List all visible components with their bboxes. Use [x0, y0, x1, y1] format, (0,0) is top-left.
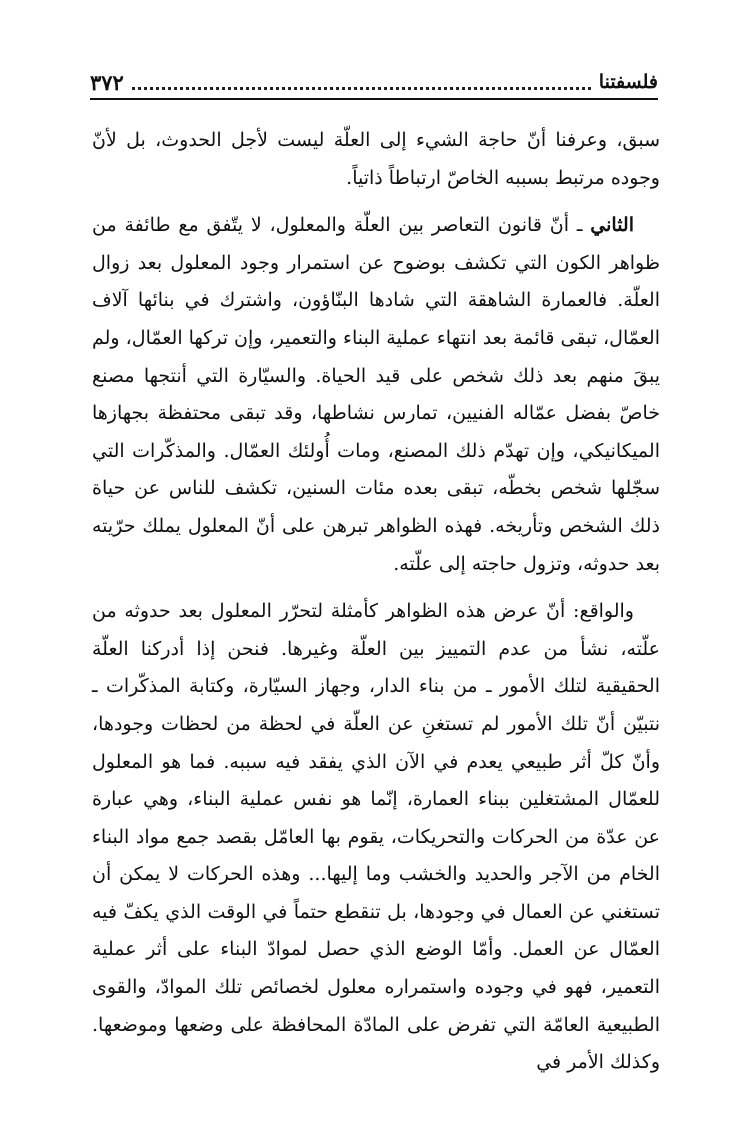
running-header — [90, 66, 658, 100]
paragraph-text: ـ أنّ قانون التعاصر بين العلّة والمعلول، لا يتّفق مع طائفة من ظواهر الكون التي تكشف بوضوح عن استمرار وجود المعلول بعد زوال العلّة. فالعمارة الشاهقة التي شادها البنّاؤون، واشترك في بنائها آلاف العمّال، تبقى قائمة بعد انتهاء عملية البناء والتعمير، وإن تركها العمّال، ولم يبقَ منهم بعد ذلك شخص على قيد الحياة. والسيّارة التي أنتجها مصنع خاصّ بفضل عمّاله الفنيين، تمارس نشاطها، وقد تبقى محتفظة بجهازها الميكانيكي، وإن تهدّم ذلك المصنع، ومات أُولئك العمّال. والمذكّرات التي سجّلها شخص بخطّه، تبقى بعده مئات السنين، تكشف للناس عن حياة ذلك الشخص وتأريخه. فهذه الظواهر تبرهن على أنّ المعلول يملك حرّيته بعد حدوثه، وتزول حاجته إلى علّته. — [92, 214, 660, 575]
page-number: ٣٧٢ — [90, 69, 124, 95]
paragraph-text: سبق، وعرفنا أنّ حاجة الشيء إلى العلّة ليست لأجل الحدوث، بل لأنّ وجوده مرتبط بسببه الخاصّ ارتباطاً ذاتياً. — [92, 129, 660, 189]
paragraph-text: والواقع: أنّ عرض هذه الظواهر كأمثلة لتحرّر المعلول بعد حدوثه من علّته، نشأ من عدم التمييز بين العلّة وغيرها. فنحن إذا أدركنا العلّة الحقيقية لتلك الأمور ـ من بناء الدار، وجهاز السيّارة، وكتابة المذكّرات ـ نتبيّن أنّ تلك الأمور لم تستغنِ عن العلّة في لحظة من لحظات وجودها، وأنّ كلّ أثر طبيعي يعدم في الآن الذي يفقد فيه سببه. فما هو المعلول للعمّال المشتغلين ببناء العمارة، إنّما هو نفس عملية البناء، وهي عبارة عن عدّة من الحركات والتحريكات، يقوم بها العامّل بقصد جمع مواد البناء الخام من الآجر والحديد والخشب وما إليها... وهذه الحركات لا يمكن أن تستغني عن العمال في وجودها، بل تنقطع حتماً في الوقت الذي يكفّ فيه العمّال عن العمل. وأمّا الوضع الذي حصل لموادّ البناء على أثر عملية التعمير، فهو في وجوده واستمراره معلول لخصائص تلك الموادّ، والقوى الطبيعية العامّة التي تفرض على المادّة المحافظة على وضعها وموضعها. وكذلك الأمر في — [92, 600, 661, 1074]
page-body — [92, 122, 660, 1084]
paragraph-continuation — [92, 122, 660, 197]
paragraph-second-point — [92, 207, 660, 583]
paragraph-lead: الثاني — [590, 214, 634, 237]
paragraph-reality — [92, 593, 660, 1082]
header-dot-leader — [132, 83, 591, 90]
book-title: فلسفتنا — [598, 71, 658, 93]
